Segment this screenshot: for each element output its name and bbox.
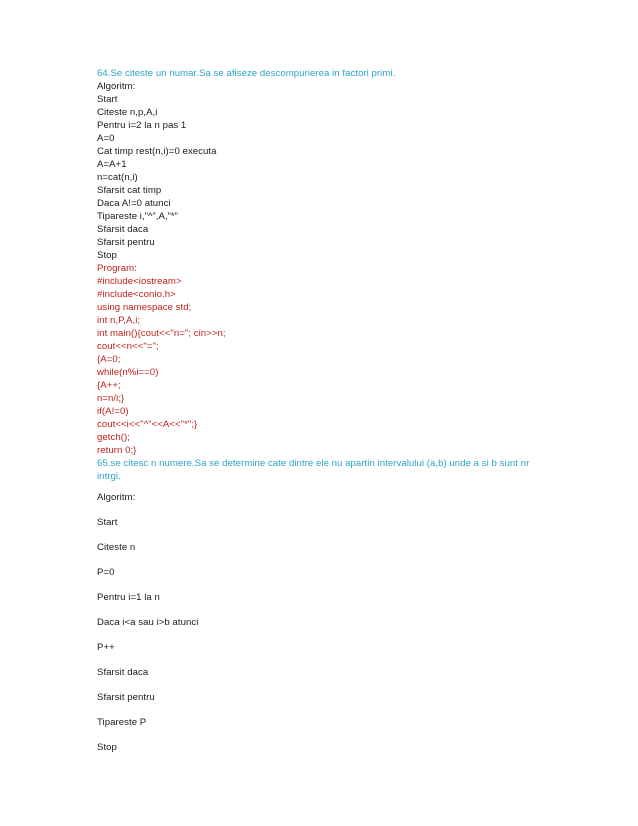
algorithm-line: Start (97, 517, 118, 528)
algorithm-line: Sfarsit cat timp (97, 185, 162, 196)
algorithm-line: P=0 (97, 567, 115, 578)
algorithm-line: Algoritm: (97, 81, 136, 92)
program-line: cout<<n<<"="; (97, 341, 159, 352)
algorithm-line: Citeste n,p,A,i (97, 107, 158, 118)
problem-65-heading: 65.se citesc n numere.Sa se determine cate dintre ele nu apartin intervalului (a,b) unde a si b sunt nr (97, 458, 530, 469)
algorithm-line: Sfarsit pentru (97, 692, 155, 703)
algorithm-line: P++ (97, 642, 115, 653)
problem-65-algorithm (97, 491, 557, 754)
algorithm-line: n=cat(n,i) (97, 172, 138, 183)
problem-64-program (97, 262, 557, 457)
program-line: {A++; (97, 380, 121, 391)
algorithm-line: Tipareste i,”^”,A,”*” (97, 211, 178, 222)
algorithm-line: Sfarsit pentru (97, 237, 155, 248)
program-line: #include<iostream> (97, 276, 182, 287)
algorithm-line: Start (97, 94, 118, 105)
program-line: {A=0; (97, 354, 121, 365)
problem-65-heading-cont: intrgi. (97, 471, 121, 482)
algorithm-line: Algoritm: (97, 492, 136, 503)
algorithm-line: Cat timp rest(n,i)=0 executa (97, 146, 217, 157)
program-line: if(A!=0) (97, 406, 129, 417)
problem-64-algorithm (97, 80, 557, 262)
program-line: int n,P,A,i; (97, 315, 141, 326)
algorithm-line: Citeste n (97, 542, 136, 553)
algorithm-line: Daca A!=0 atunci (97, 198, 171, 209)
program-line: n=n/i;} (97, 393, 125, 404)
program-line: while(n%i==0) (97, 367, 159, 378)
program-line: Program: (97, 263, 137, 274)
algorithm-line: Stop (97, 742, 117, 753)
document-content (97, 67, 557, 754)
algorithm-line: Stop (97, 250, 117, 261)
algorithm-line: Sfarsit daca (97, 224, 149, 235)
program-line: getch(); (97, 432, 130, 443)
program-line: int main(){cout<<"n="; cin>>n; (97, 328, 226, 339)
program-line: #include<conio.h> (97, 289, 176, 300)
program-line: using namespace std; (97, 302, 192, 313)
algorithm-line: Pentru i=2 la n pas 1 (97, 120, 187, 131)
problem-64-heading: 64.Se citeste un numar.Sa se afiseze descompunerea in factori primi. (97, 68, 396, 79)
program-line: cout<<i<<"^"<<A<<"*";} (97, 419, 198, 430)
algorithm-line: A=0 (97, 133, 115, 144)
program-line: return 0;} (97, 445, 137, 456)
algorithm-line: Tipareste P (97, 717, 147, 728)
algorithm-line: A=A+1 (97, 159, 127, 170)
algorithm-line: Sfarsit daca (97, 667, 149, 678)
algorithm-line: Pentru i=1 la n (97, 592, 160, 603)
algorithm-line: Daca i<a sau i>b atunci (97, 617, 199, 628)
